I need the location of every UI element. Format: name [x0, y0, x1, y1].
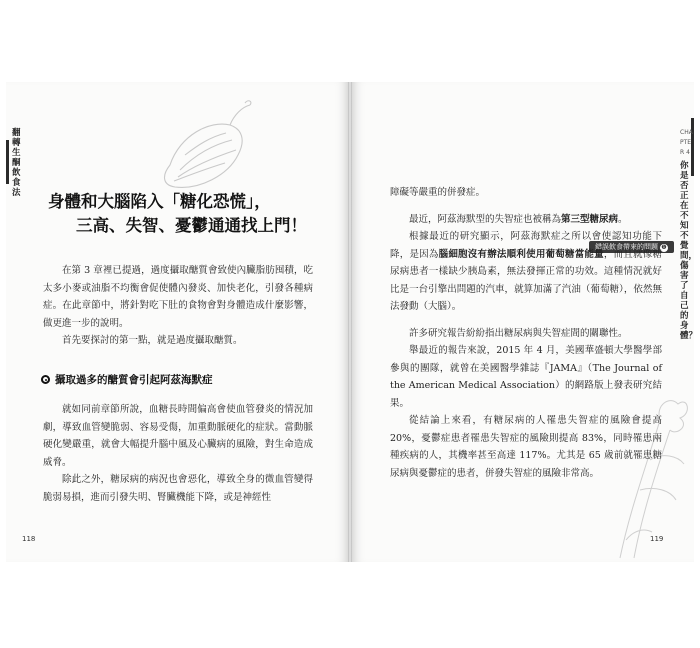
right-running-title	[680, 128, 698, 341]
right-paragraph	[390, 325, 662, 343]
left-running-title: 翻轉生酮飲食法	[12, 128, 21, 198]
right-page-number: 119	[650, 535, 664, 543]
bullet-icon	[41, 375, 50, 384]
right-paragraph	[390, 211, 662, 229]
body-text-left	[43, 401, 313, 506]
paragraph-text: 根據最近的研究顯示，阿茲海默症之所以會使認知功能下降，是因為	[390, 231, 662, 260]
emphasis-text: 第三型糖尿病	[561, 213, 619, 225]
paragraph-text: 從結論上來看，有糖尿病的人罹患失智症的風險會提高 20%，憂鬱症患者罹患失智症的風險則提高 83%，同時罹患兩種疾病的人，其機率甚至高達 117%。尤其是 65 歲前就罹患糖尿病與憂鬱症的患者，併發失智症的風險非常高。	[390, 415, 662, 479]
right-paragraph	[390, 342, 662, 412]
pepper-illustration	[150, 95, 260, 205]
chapter-title: 你是否正在不知不覺間，傷害了自己的身體？	[680, 161, 698, 341]
paragraph-text: 最近，阿茲海默型的失智症也被稱為	[409, 213, 562, 225]
left-side-bar	[6, 140, 9, 184]
right-paragraph	[390, 412, 662, 482]
heading-line-2: 三高、失智、憂鬱通通找上門！	[76, 216, 307, 235]
book-gutter	[348, 82, 352, 562]
chapter-label: CHAPTER 4	[680, 129, 693, 156]
heading-line-1: 身體和大腦陷入「糖化恐慌」，	[48, 192, 271, 211]
body-paragraph-1: 就如同前章節所說，血糖長時間偏高會使血管發炎的情況加劇，導致血管變脆弱、容易受傷，加重動脈硬化的症狀。當動脈硬化變嚴重，就會大幅提升腦中風及心臟病的風險，對生命造成威脅。	[43, 404, 313, 468]
intro-paragraph-1: 在第 3 章裡已提過，過度攝取醣質會致使內臟脂肪囤積，吃太多小麥或油脂不均衡會促使體內發炎、加快老化，引發各種病症。在此章節中，將針對吃下肚的食物會對身體造成什麼影響，做更進一步的說明。	[43, 265, 313, 329]
section-tag-number: ❶	[661, 244, 667, 251]
paragraph-text: 。	[618, 213, 628, 225]
paragraph-text: 許多研究報告紛紛指出糖尿病與失智症間的關聯性。	[409, 327, 628, 339]
emphasis-text: 腦細胞沒有辦法順利使用葡萄糖當能量	[438, 248, 604, 260]
body-paragraph-2: 除此之外，糖尿病的病況也會惡化，導致全身的微血管變得脆弱易損，進而引發失明、腎臟機能下降，或是神經性	[43, 474, 313, 503]
right-paragraph	[390, 184, 662, 202]
intro-text	[43, 262, 313, 350]
section-subheading	[41, 372, 213, 387]
body-text-right	[390, 184, 662, 482]
intro-paragraph-2: 首先要探討的第一點，就是過度攝取醣質。	[62, 335, 243, 346]
section-tag-label: 錯誤飲食帶來的問題	[595, 243, 658, 251]
subheading-text: 攝取過多的醣質會引起阿茲海默症	[55, 374, 213, 386]
paragraph-text: 舉最近的報告來說，2015 年 4 月，美國華盛頓大學醫學部參與的團隊，就曾在美國醫學雜誌『JAMA』（The Journal of the American Medical Association）的網路版上發表研究結果。	[390, 345, 662, 409]
chapter-heading	[48, 190, 318, 238]
right-paragraph	[390, 228, 662, 316]
paragraph-text: ，而且就像糖尿病患者一樣缺少胰島素，無法發揮正常的功效。這種情況就好比是一台引擎出問題的汽車，就算加滿了汽油（葡萄糖），依然無法發動（大腦）。	[390, 248, 662, 312]
left-page-number: 118	[22, 535, 36, 543]
paragraph-text: 障礙等嚴重的併發症。	[390, 187, 486, 198]
